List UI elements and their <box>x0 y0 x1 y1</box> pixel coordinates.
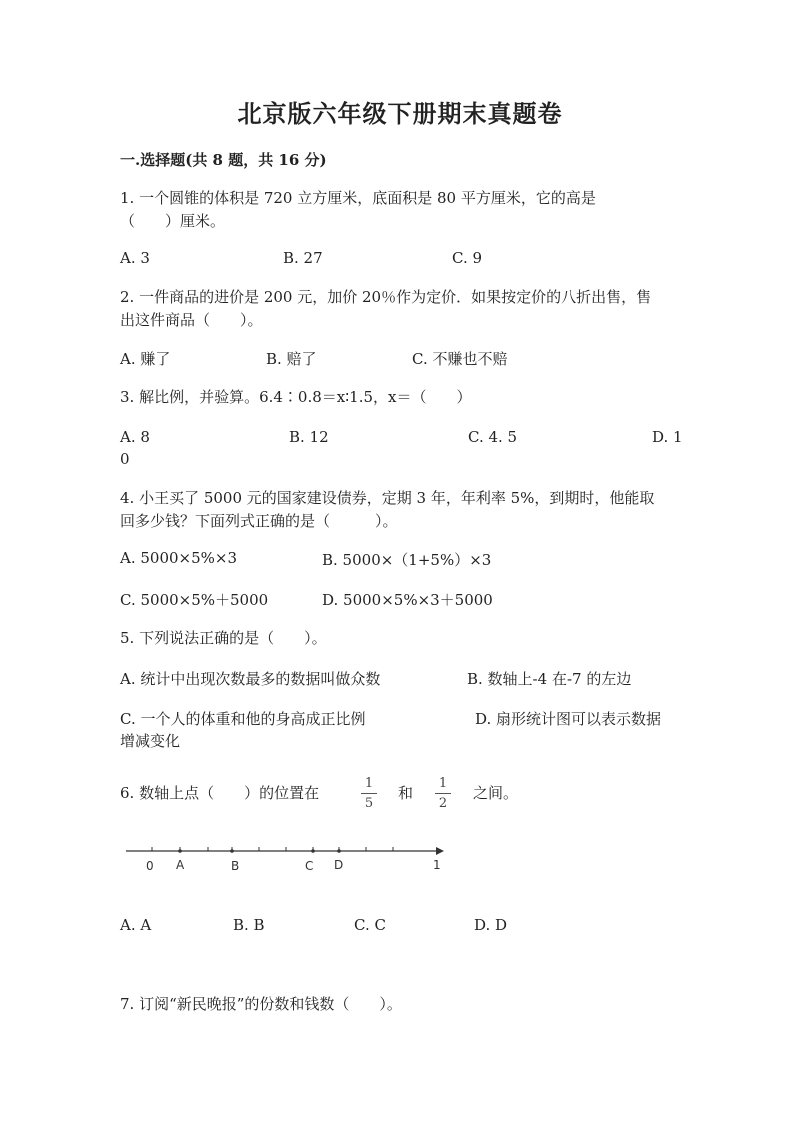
fraction-one-fifth-numerator: 1 <box>364 776 374 791</box>
question-5-option-a: A. 统计中出现次数最多的数据叫做众数 <box>120 670 381 688</box>
question-2-option-b: B. 赔了 <box>266 350 317 368</box>
question-2-line-2: 出这件商品（ ）。 <box>120 311 263 329</box>
question-3-option-d: D. 1 <box>652 428 683 446</box>
fraction-bar <box>435 793 451 794</box>
number-line-point-b: B <box>231 859 240 873</box>
question-3-option-a: A. 8 <box>120 428 150 446</box>
question-1-option-b: B. 27 <box>283 249 323 267</box>
question-4-option-b: B. 5000×（1+5%）×3 <box>322 551 492 569</box>
question-1-option-a: A. 3 <box>120 249 150 267</box>
question-5-option-b: B. 数轴上-4 在-7 的左边 <box>467 670 632 688</box>
question-4-line-1: 4. 小王买了 5000 元的国家建设债券，定期 3 年，年利率 5%，到期时，他能取 <box>120 489 655 507</box>
question-3-option-b: B. 12 <box>289 428 329 446</box>
question-4-option-c: C. 5000×5%＋5000 <box>120 591 269 609</box>
page-title: 北京版六年级下册期末真题卷 <box>237 99 563 128</box>
question-6-option-d: D. D <box>474 916 508 934</box>
number-line-point-a: A <box>176 858 185 872</box>
question-5-option-d: D. 扇形统计图可以表示数据 <box>475 710 662 728</box>
section-heading: 一.选择题(共 8 题，共 16 分) <box>120 151 327 169</box>
fraction-one-fifth-denominator: 5 <box>364 796 374 811</box>
question-1-line-2: （ ）厘米。 <box>120 212 226 230</box>
number-line-point-c: C <box>305 859 314 873</box>
question-4-option-a: A. 5000×5%×3 <box>120 549 238 567</box>
question-2-line-1: 2. 一件商品的进价是 200 元，加价 20％作为定价．如果按定价的八折出售，售 <box>120 288 652 306</box>
question-1 <box>120 187 596 233</box>
fraction-one-fifth <box>361 776 377 811</box>
question-6-option-a: A. A <box>120 916 152 934</box>
question-3-option-d-wrap: 0 <box>120 450 130 468</box>
question-6-part-2: 之间。 <box>473 784 519 802</box>
question-6-and: 和 <box>398 784 414 802</box>
question-5-line-1: 5. 下列说法正确的是（ ）。 <box>120 629 327 647</box>
question-3-option-c: C. 4. 5 <box>468 428 518 446</box>
question-6-option-b: B. B <box>233 916 265 934</box>
question-5-option-d-wrap: 增减变化 <box>120 732 181 750</box>
question-4-line-2: 回多少钱？下面列式正确的是（ ）。 <box>120 512 398 530</box>
question-5-option-c: C. 一个人的体重和他的身高成正比例 <box>120 710 366 728</box>
number-line-point-d: D <box>334 858 344 872</box>
question-6-part-1: 6. 数轴上点（ ）的位置在 <box>120 784 320 802</box>
number-line-zero-label: 0 <box>146 859 154 873</box>
number-line <box>118 838 448 858</box>
question-7-line-1: 7. 订阅“新民晚报”的份数和钱数（ ）。 <box>120 995 402 1013</box>
question-1-option-c: C. 9 <box>452 249 483 267</box>
question-4 <box>120 487 654 533</box>
fraction-bar <box>361 793 377 794</box>
fraction-one-half <box>435 776 451 811</box>
question-3-line-1: 3. 解比例，并验算。6.4∶0.8＝x∶1.5，x＝（ ） <box>120 388 472 406</box>
question-1-line-1: 1. 一个圆锥的体积是 720 立方厘米，底面积是 80 平方厘米，它的高是 <box>120 189 596 207</box>
question-6-option-c: C. C <box>354 916 386 934</box>
number-line-one-label: 1 <box>433 858 441 872</box>
question-2-option-a: A. 赚了 <box>120 350 171 368</box>
question-4-option-d: D. 5000×5%×3＋5000 <box>322 591 493 609</box>
fraction-one-half-numerator: 1 <box>438 776 448 791</box>
fraction-one-half-denominator: 2 <box>438 796 448 811</box>
question-2 <box>120 286 651 332</box>
question-2-option-c: C. 不赚也不赔 <box>412 350 508 368</box>
